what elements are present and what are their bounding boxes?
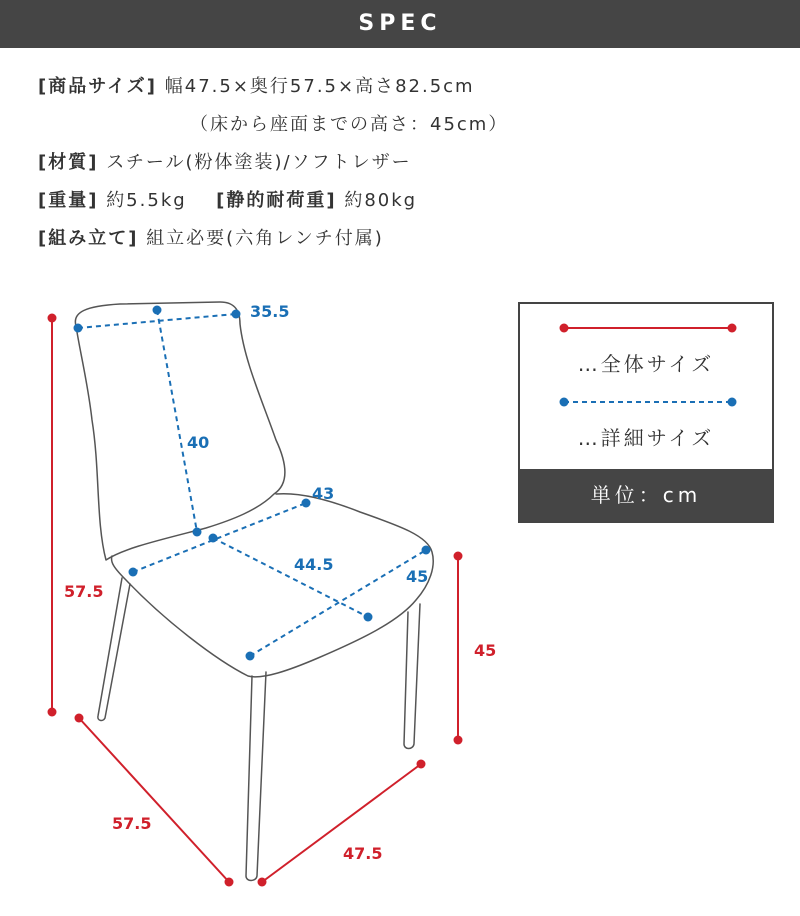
back-height-end-dot (193, 528, 202, 537)
width-end-dot (417, 760, 426, 769)
chair-seat-outline (112, 494, 434, 677)
chair-front-right-leg (246, 672, 266, 881)
spec-weight-value: 約5.5kg (106, 190, 187, 211)
spec-size-value: 幅47.5×奥行57.5×高さ82.5cm (164, 76, 475, 97)
spec-load-key: [静的耐荷重] (216, 190, 337, 211)
width-label: 47.5 (343, 844, 383, 863)
depth-start-dot (75, 714, 84, 723)
legend-detail-end-dot (728, 398, 737, 407)
seat-height-top-dot (454, 552, 463, 561)
seat-front-width-start-dot (246, 652, 255, 661)
overall-height-label: 57.5 (64, 582, 104, 601)
back-height-label: 40 (187, 433, 210, 452)
spec-title: SPEC (358, 11, 442, 36)
legend-box (518, 302, 774, 523)
seat-back-width-start-dot (129, 568, 138, 577)
spec-assembly-value: 組立必要(六角レンチ付属) (146, 228, 384, 249)
depth-end-dot (225, 878, 234, 887)
spec-load-value: 約80kg (344, 190, 418, 211)
back-width-end-dot (232, 310, 241, 319)
seat-back-width-label: 43 (312, 484, 335, 503)
legend-overall-label: …全体サイズ (577, 352, 715, 376)
seat-depth-line (213, 538, 368, 617)
width-start-dot (258, 878, 267, 887)
spec-material-value: スチール(粉体塗装)/ソフトレザー (106, 152, 412, 173)
seat-front-width-line (250, 550, 429, 656)
legend-overall-end-dot (728, 324, 737, 333)
seat-height-label: 45 (474, 641, 497, 660)
seat-front-width-label: 45 (406, 567, 429, 586)
seat-front-width-end-dot (422, 546, 431, 555)
depth-line (79, 718, 229, 882)
width-line (262, 764, 421, 882)
seat-depth-end-dot (364, 613, 373, 622)
seat-depth-label: 44.5 (294, 555, 334, 574)
spec-weight-key: [重量] (38, 190, 99, 211)
overall-height-bottom-dot (48, 708, 57, 717)
back-width-line (78, 314, 236, 328)
seat-height-bottom-dot (454, 736, 463, 745)
chair-backrest-outline (75, 302, 285, 560)
seat-back-width-line (133, 503, 306, 572)
legend-unit-label: 単位：cm (520, 469, 772, 521)
back-height-start-dot (153, 306, 162, 315)
back-height-line (157, 310, 197, 532)
seat-depth-start-dot (209, 534, 218, 543)
legend-overall-start-dot (560, 324, 569, 333)
spec-assembly-key: [組み立て] (38, 228, 139, 249)
legend-detail-start-dot (560, 398, 569, 407)
depth-label: 57.5 (112, 814, 152, 833)
back-width-start-dot (74, 324, 83, 333)
spec-seat-height-value: （床から座面までの高さ：45cm） (190, 114, 509, 135)
back-width-label: 35.5 (250, 302, 290, 321)
overall-height-top-dot (48, 314, 57, 323)
spec-size-key: [商品サイズ] (38, 76, 158, 97)
legend-detail-label: …詳細サイズ (577, 426, 715, 450)
seat-back-width-end-dot (302, 499, 311, 508)
spec-material-key: [材質] (38, 152, 99, 173)
chair-back-right-leg (404, 604, 420, 749)
